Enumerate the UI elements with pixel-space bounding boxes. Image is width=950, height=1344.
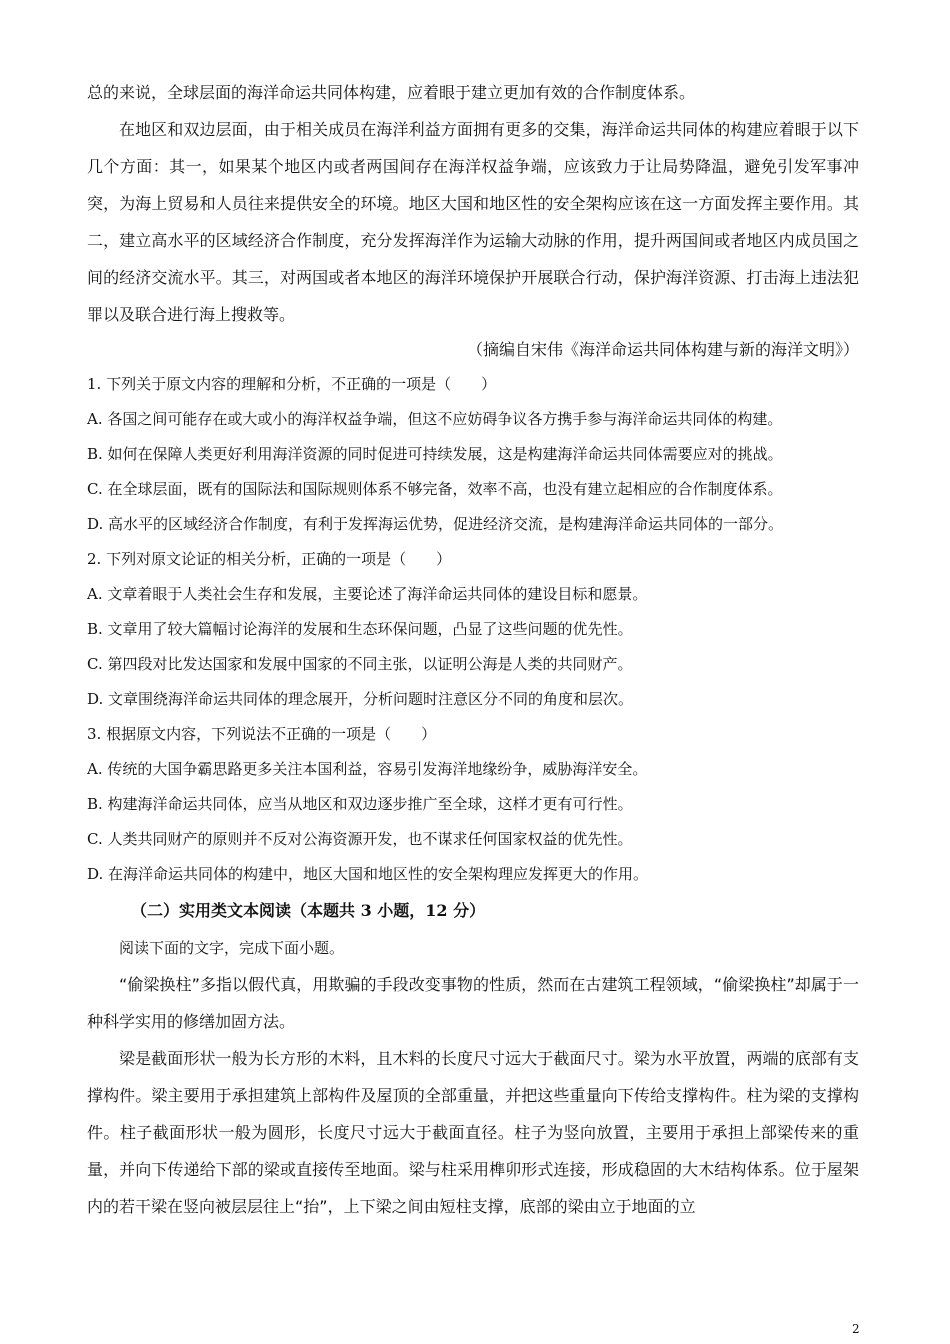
section-instruction: 阅读下面的文字，完成下面小题。: [119, 939, 345, 957]
option-c: C. 第四段对比发达国家和发展中国家的不同主张，以证明公海是人类的共同财产。: [87, 655, 633, 673]
section-title: （二）实用类文本阅读（本题共 3 小题，12 分）: [131, 901, 486, 920]
option-d: D. 高水平的区域经济合作制度，有利于发挥海运优势，促进经济交流，是构建海洋命运共同体的一部分。: [87, 515, 784, 533]
page-number: 2: [852, 1322, 860, 1336]
passage-paragraph-1: 总的来说，全球层面的海洋命运共同体构建，应着眼于建立更加有效的合作制度体系。: [87, 83, 696, 102]
option-c: C. 在全球层面，既有的国际法和国际规则体系不够完备，效率不高，也没有建立起相应的合作制度体系。: [87, 480, 783, 498]
question-stem: 2. 下列对原文论证的相关分析，正确的一项是（ ）: [87, 550, 452, 568]
document-page: [87, 74, 859, 1225]
source-citation: （摘编自宋伟《海洋命运共同体构建与新的海洋文明》）: [466, 340, 859, 359]
option-a: A. 文章着眼于人类社会生存和发展，主要论述了海洋命运共同体的建设目标和愿景。: [87, 585, 648, 603]
question-stem: 3. 根据原文内容，下列说法不正确的一项是（ ）: [87, 725, 437, 743]
question-3: [87, 717, 859, 892]
option-c: C. 人类共同财产的原则并不反对公海资源开发，也不谋求任何国家权益的优先性。: [87, 830, 633, 848]
question-2: [87, 542, 859, 717]
question-1: [87, 367, 859, 542]
option-d: D. 在海洋命运共同体的构建中，地区大国和地区性的安全架构理应发挥更大的作用。: [87, 865, 649, 883]
option-b: B. 构建海洋命运共同体，应当从地区和双边逐步推广至全球，这样才更有可行性。: [87, 795, 633, 813]
text-paragraph-1: “偷梁换柱”多指以假代真，用欺骗的手段改变事物的性质，然而在古建筑工程领域，“偷梁换柱”却属于一种科学实用的修缮加固方法。: [87, 975, 859, 1031]
option-a: A. 各国之间可能存在或大或小的海洋权益争端，但这不应妨碍争议各方携手参与海洋命运共同体的构建。: [87, 410, 783, 428]
option-b: B. 文章用了较大篇幅讨论海洋的发展和生态环保问题，凸显了这些问题的优先性。: [87, 620, 633, 638]
passage-paragraph-2: 在地区和双边层面，由于相关成员在海洋利益方面拥有更多的交集，海洋命运共同体的构建应着眼于以下几个方面：其一，如果某个地区内或者两国间存在海洋权益争端，应该致力于让局势降温，避免引发军事冲突，为海上贸易和人员往来提供安全的环境。地区大国和地区性的安全架构应该在这一方面发挥主要作用。其二，建立高水平的区域经济合作制度，充分发挥海洋作为运输大动脉的作用，提升两国间或者地区内成员国之间的经济交流水平。其三，对两国或者本地区的海洋环境保护开展联合行动，保护海洋资源、打击海上违法犯罪以及联合进行海上搜救等。: [87, 120, 859, 324]
text-paragraph-2: 梁是截面形状一般为长方形的木料，且木料的长度尺寸远大于截面尺寸。梁为水平放置，两端的底部有支撑构件。梁主要用于承担建筑上部构件及屋顶的全部重量，并把这些重量向下传给支撑构件。柱为梁的支撑构件。柱子截面形状一般为圆形，长度尺寸远大于截面直径。柱子为竖向放置，主要用于承担上部梁传来的重量，并向下传递给下部的梁或直接传至地面。梁与柱采用榫卯形式连接，形成稳固的大木结构体系。位于屋架内的若干梁在竖向被层层往上“抬”，上下梁之间由短柱支撑，底部的梁由立于地面的立: [87, 1049, 859, 1216]
option-b: B. 如何在保障人类更好利用海洋资源的同时促进可持续发展，这是构建海洋命运共同体需要应对的挑战。: [87, 445, 783, 463]
question-stem: 1. 下列关于原文内容的理解和分析，不正确的一项是（ ）: [87, 375, 497, 393]
option-d: D. 文章围绕海洋命运共同体的理念展开，分析问题时注意区分不同的角度和层次。: [87, 690, 634, 708]
option-a: A. 传统的大国争霸思路更多关注本国利益，容易引发海洋地缘纷争，威胁海洋安全。: [87, 760, 648, 778]
